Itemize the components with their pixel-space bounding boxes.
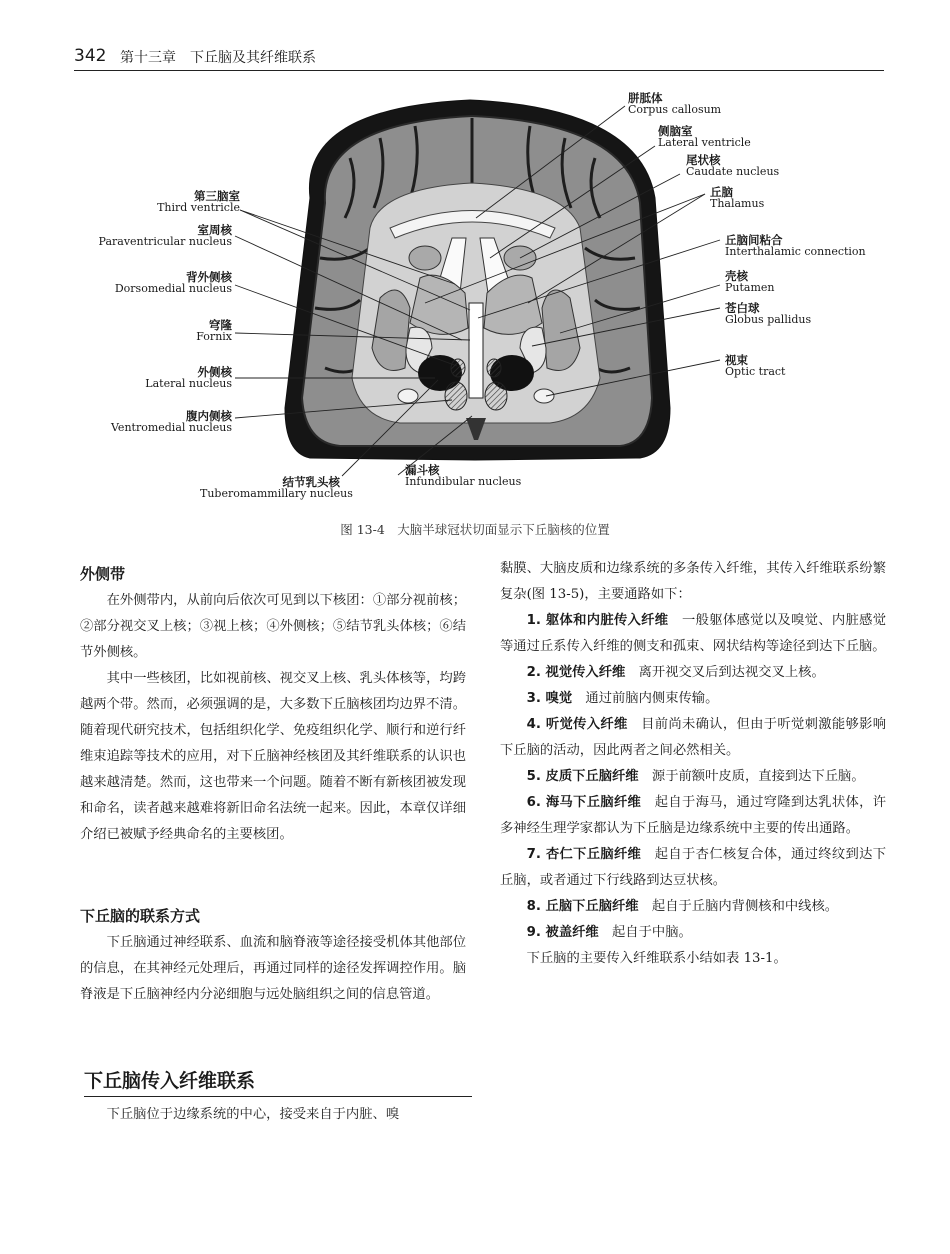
running-header [74,44,884,71]
paragraph-afferent-continued: 黏膜、大脑皮质和边缘系统的多条传入纤维，其传入纤维联系纷繁复杂(图 13-5)，主要通路如下： [500,561,886,602]
ventromedial-nucleus-left [445,382,467,410]
label-ventromedial-nucleus: 腹内侧核 Ventromedial nucleus [111,409,232,434]
item-2: 2. 视觉传入纤维 离开视交叉后到达视交叉上核。 [526,665,825,680]
label-paraventricular-nucleus: 室周核 Paraventricular nucleus [98,223,232,248]
item-3: 3. 嗅觉 通过前脑内侧束传输。 [526,691,719,706]
page-number: 342 [74,46,107,66]
brain-illustration [80,78,880,518]
item-9: 9. 被盖纤维 起自于中脑。 [526,925,692,940]
right-column [500,556,886,972]
label-globus-pallidus: 苍白球 Globus pallidus [725,301,812,326]
left-column-block-3 [80,1102,466,1128]
paragraph-summary: 下丘脑的主要传入纤维联系小结如表 13-1。 [526,951,787,966]
paragraph-connection: 下丘脑通过神经联系、血流和脑脊液等途径接受机体其他部位的信息，在其神经元处理后，再通过同样的途径发挥调控作用。脑脊液是下丘脑神经内分泌细胞与远处脑组织之间的信息管道。 [80,935,466,1002]
heading-afferent-fibers: 下丘脑传入纤维联系 [84,1066,472,1097]
label-dorsomedial-nucleus: 背外侧核 Dorsomedial nucleus [114,270,232,295]
item-7: 7. 杏仁下丘脑纤维 起自于杏仁核复合体，通过终纹到达下丘脑，或者通过下行线路到达豆状核。 [500,847,887,888]
item-6: 6. 海马下丘脑纤维 起自于海马，通过穹隆到达乳状体，许多神经生理学家都认为下丘脑是边缘系统中主要的传出通路。 [500,795,887,836]
label-corpus-callosum: 胼胝体 Corpus callosum [628,91,722,116]
label-thalamus: 丘脑 Thalamus [710,185,765,210]
optic-tract-right [534,389,554,403]
left-column-block-1 [80,588,466,848]
dorsomedial-nucleus-left [451,359,465,377]
heading-connection-methods: 下丘脑的联系方式 [80,907,201,925]
figure-caption: 图 13-4 大脑半球冠状切面显示下丘脑核的位置 [340,522,610,537]
paragraph-lateral-2: 其中一些核团，比如视前核、视交叉上核、乳头体核等，均跨越两个带。然而，必须强调的是，大多数下丘脑核团均边界不清。随着现代研究技术，包括组织化学、免疫组织化学、顺行和逆行纤维束追踪等技术的应用，对下丘脑神经核团及其纤维联系的认识也越来越清楚。然而，这也带来一个问题。随着不断有新核团被发现和命名，读者越来越难将新旧命名法统一起来。因此，本章仅详细介绍已被赋予经典命名的主要核团。 [80,671,466,842]
figure-coronal-section [80,78,880,518]
label-infundibular-nucleus: 漏斗核 Infundibular nucleus [405,463,522,488]
item-5: 5. 皮质下丘脑纤维 源于前额叶皮质，直接到达下丘脑。 [526,769,865,784]
chapter-title: 第十三章 下丘脑及其纤维联系 [120,50,316,66]
heading-lateral-zone: 外侧带 [80,565,126,583]
optic-tract-left [398,389,418,403]
dorsomedial-nucleus-right [487,359,501,377]
item-8: 8. 丘脑下丘脑纤维 起自于丘脑内背侧核和中线核。 [526,899,839,914]
label-fornix: 穹隆 Fornix [196,318,232,343]
paragraph-afferent-intro: 下丘脑位于边缘系统的中心，接受来自于内脏、嗅 [106,1107,400,1122]
caudate-left [409,246,441,270]
label-tuberomammillary-nucleus: 结节乳头核 Tuberomammillary nucleus [200,475,353,500]
ventromedial-nucleus-right [485,382,507,410]
label-caudate-nucleus: 尾状核 Caudate nucleus [686,153,780,178]
left-column-block-2 [80,930,466,1008]
item-1: 1. 躯体和内脏传入纤维 一般躯体感觉以及嗅觉、内脏感觉等通过丘系传入纤维的侧支和孤束、网状结构等途径到达下丘脑。 [500,613,886,654]
label-lateral-nucleus: 外侧核 Lateral nucleus [145,365,232,390]
item-4: 4. 听觉传入纤维 目前尚未确认，但由于听觉刺激能够影响下丘脑的活动，因此两者之间必然相关。 [500,717,886,758]
label-interthalamic-connection: 丘脑间粘合 Interthalamic connection [725,233,866,258]
label-third-ventricle: 第三脑室 Third ventricle [157,189,240,214]
label-lateral-ventricle: 侧脑室 Lateral ventricle [658,124,751,149]
label-optic-tract: 视束 Optic tract [725,353,786,378]
paragraph-lateral-1: 在外侧带内，从前向后依次可见到以下核团：①部分视前核；②部分视交叉上核；③视上核；④外侧核；⑤结节乳头体核；⑥结节外侧核。 [80,593,466,660]
label-putamen: 壳核 Putamen [725,269,775,294]
